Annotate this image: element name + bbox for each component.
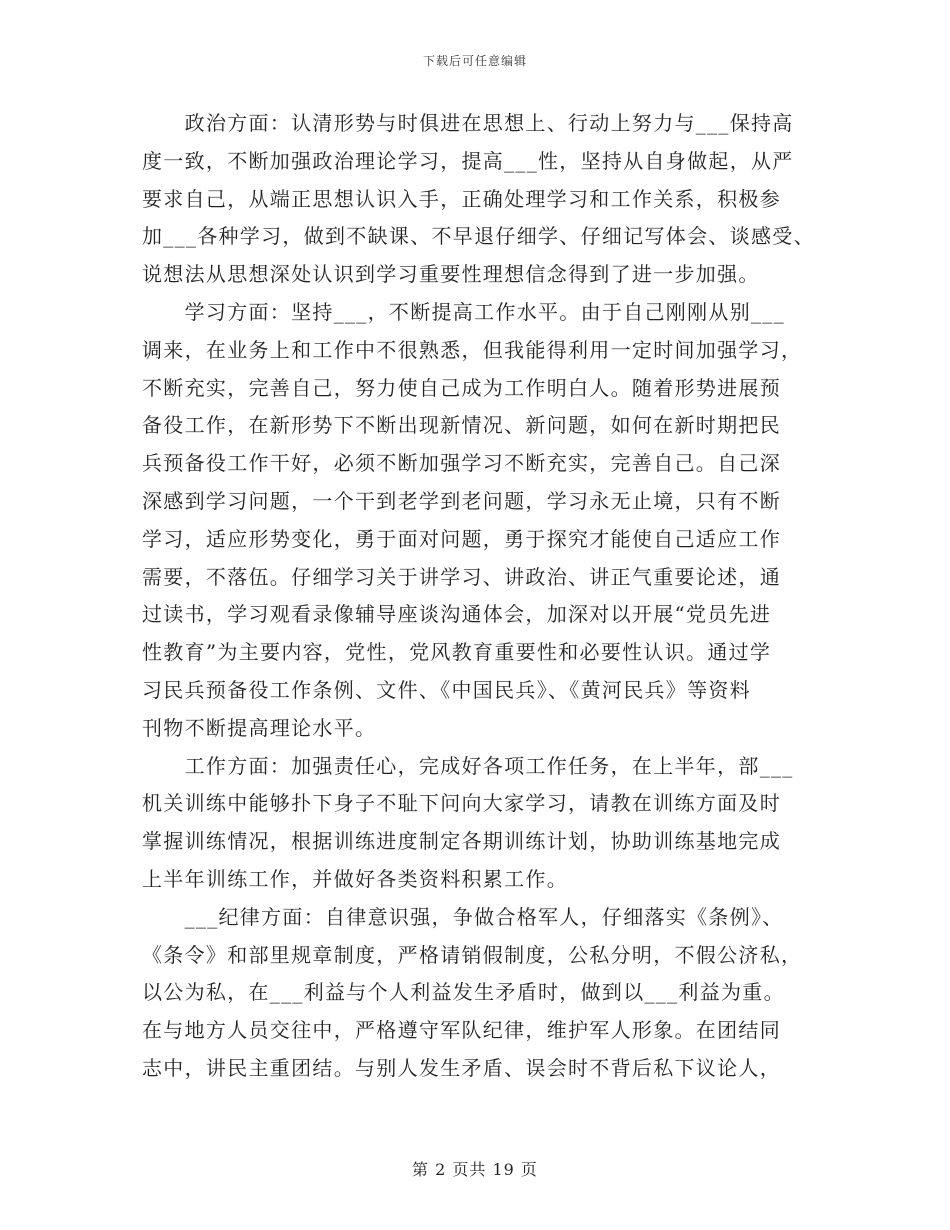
text-line: 政治方面：认清形势与时俱进在思想上、行动上努力与___保持高 bbox=[142, 111, 794, 135]
text-line: 说想法从思想深处认识到学习重要性理想信念得到了进一步加强。 bbox=[142, 262, 760, 287]
text-line: 兵预备役工作干好，必须不断加强学习不断充实，完善自己。自己深 bbox=[142, 451, 781, 476]
document-body bbox=[142, 105, 815, 1088]
text-line: 以公为私，在___利益与个人利益发生矛盾时，做到以___利益为重。 bbox=[142, 980, 785, 1005]
page-header: 下载后可任意编辑 bbox=[422, 54, 527, 68]
text-line: 在与地方人员交往中，严格遵守军队纪律，维护军人形象。在团结同 bbox=[142, 1018, 781, 1043]
text-line: 性教育”为主要内容，党性，党风教育重要性和必要性认识。通过学 bbox=[142, 640, 772, 665]
text-line: 工作方面：加强责任心，完成好各项工作任务，在上半年，部___ bbox=[142, 753, 794, 778]
text-line: 过读书，学习观看录像辅导座谈沟通体会，加深对以开展“党员先进 bbox=[142, 602, 772, 627]
text-line: 学习方面：坚持___，不断提高工作水平。由于自己刚刚从别___ bbox=[142, 299, 785, 324]
text-line: 要求自己，从端正思想认识入手，正确处理学习和工作关系，积极参 bbox=[142, 186, 781, 211]
text-line: 志中，讲民主重团结。与别人发生矛盾、误会时不背后私下议论人， bbox=[142, 1055, 781, 1080]
text-line: 刊物不断提高理论水平。 bbox=[142, 715, 377, 740]
text-line: 需要，不落伍。仔细学习关于讲学习、讲政治、讲正气重要论述，通 bbox=[142, 564, 781, 589]
text-line: 习民兵预备役工作条例、文件、《中国民兵》、《黄河民兵》等资料 bbox=[142, 677, 751, 702]
paragraph-study bbox=[142, 294, 810, 748]
text-line: 掌握训练情况，根据训练进度制定各期训练计划，协助训练基地完成 bbox=[142, 829, 781, 854]
text-line: 机关训练中能够扑下身子不耻下问向大家学习，请教在训练方面及时 bbox=[142, 791, 781, 816]
text-line: 度一致，不断加强政治理论学习，提高___性，坚持从自身做起，从严 bbox=[142, 148, 794, 173]
text-line: ___纪律方面：自律意识强，争做合格军人，仔细落实《条例》、 bbox=[142, 904, 784, 929]
text-line: 备役工作，在新形势下不断出现新情况、新问题，如何在新时期把民 bbox=[142, 413, 781, 438]
paragraph-discipline bbox=[142, 899, 810, 1088]
text-line: 学习，适应形势变化，勇于面对问题，勇于探究才能使自己适应工作 bbox=[142, 526, 781, 551]
text-line: 调来，在业务上和工作中不很熟悉，但我能得利用一定时间加强学习， bbox=[142, 337, 803, 362]
paragraph-work bbox=[142, 748, 810, 899]
text-line: 上半年训练工作，并做好各类资料积累工作。 bbox=[142, 866, 568, 891]
text-line: 不断充实，完善自己，努力使自己成为工作明白人。随着形势进展预 bbox=[142, 375, 781, 400]
text-line: 深感到学习问题，一个干到老学到老问题，学习永无止境，只有不断 bbox=[142, 488, 781, 513]
page-number-footer: 第 2 页共 19 页 bbox=[412, 1160, 538, 1179]
paragraph-politics bbox=[142, 105, 815, 294]
text-line: 加___各种学习，做到不缺课、不早退仔细学、仔细记写体会、谈感受、 bbox=[142, 224, 815, 249]
text-line: 《条令》和部里规章制度，严格请销假制度，公私分明，不假公济私， bbox=[142, 942, 803, 967]
